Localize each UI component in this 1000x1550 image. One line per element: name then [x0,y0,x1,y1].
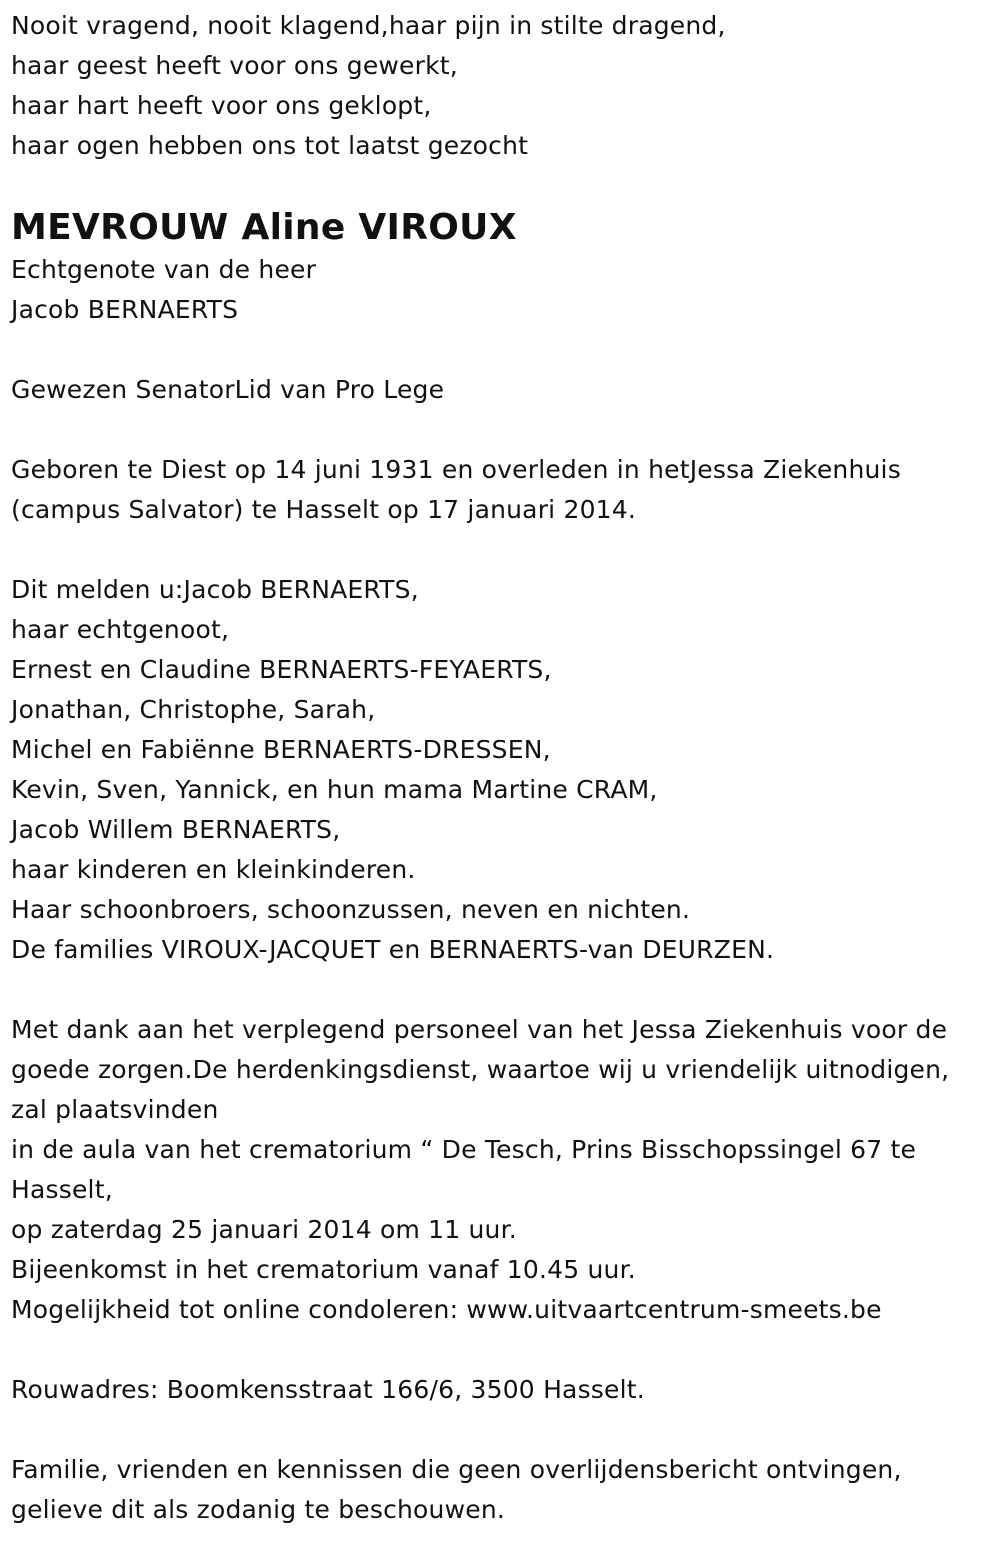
service-line: in de aula van het crematorium “ De Tesch, Prins Bisschopssingel 67 te [11,1135,917,1164]
announcer-line: Ernest en Claudine BERNAERTS-FEYAERTS, [11,655,552,684]
birth-death-line: (campus Salvator) te Hasselt op 17 januari 2014. [11,495,637,524]
poem-line: haar geest heeft voor ons gewerkt, [11,51,458,80]
condolence-website: Mogelijkheid tot online condoleren: www.uitvaartcentrum-smeets.be [11,1295,882,1324]
announcer-line: haar echtgenoot, [11,615,230,644]
spacer [11,970,996,1010]
service-line: zal plaatsvinden [11,1095,219,1124]
closing-line: Familie, vrienden en kennissen die geen overlijdensbericht ontvingen, [11,1455,902,1484]
spouse-name: Jacob BERNAERTS [11,295,239,324]
service-line: goede zorgen.De herdenkingsdienst, waartoe wij u vriendelijk uitnodigen, [11,1055,950,1084]
announcer-line: Michel en Fabiënne BERNAERTS-DRESSEN, [11,735,551,764]
poem-line: haar hart heeft voor ons geklopt, [11,91,432,120]
announcer-line: De families VIROUX-JACQUET en BERNAERTS-van DEURZEN. [11,935,775,964]
service-line: Hasselt, [11,1175,113,1204]
service-line: Met dank aan het verplegend personeel van het Jessa Ziekenhuis voor de [11,1015,948,1044]
closing-line: gelieve dit als zodanig te beschouwen. [11,1495,506,1524]
announcer-line: Jacob Willem BERNAERTS, [11,815,341,844]
deceased-role: Gewezen SenatorLid van Pro Lege [11,375,445,404]
poem-line: Nooit vragend, nooit klagend,haar pijn in stilte dragend, [11,11,726,40]
spacer [11,330,996,370]
spouse-line: Echtgenote van de heer [11,255,317,284]
service-line: Bijeenkomst in het crematorium vanaf 10.45 uur. [11,1255,636,1284]
announcer-line: haar kinderen en kleinkinderen. [11,855,416,884]
mourning-address: Rouwadres: Boomkensstraat 166/6, 3500 Hasselt. [11,1375,645,1404]
announcer-line: Kevin, Sven, Yannick, en hun mama Martine CRAM, [11,775,658,804]
obituary-text [11,6,996,1530]
closing-note [11,1450,996,1530]
spacer [11,1410,996,1450]
spacer [11,530,996,570]
announcer-line: Haar schoonbroers, schoonzussen, neven en nichten. [11,895,691,924]
birth-death-line: Geboren te Diest op 14 juni 1931 en overleden in hetJessa Ziekenhuis [11,455,901,484]
announcer-line: Jonathan, Christophe, Sarah, [11,695,376,724]
announcer-line: Dit melden u:Jacob BERNAERTS, [11,575,419,604]
deceased-name: MEVROUW Aline VIROUX [11,207,517,248]
poem-line: haar ogen hebben ons tot laatst gezocht [11,131,529,160]
birth-death-info [11,450,996,530]
spacer [11,410,996,450]
spacer [11,1330,996,1370]
poem [11,6,996,166]
announcers-list [11,570,996,970]
service-details [11,1010,996,1330]
spacer [11,166,996,206]
service-line: op zaterdag 25 januari 2014 om 11 uur. [11,1215,517,1244]
